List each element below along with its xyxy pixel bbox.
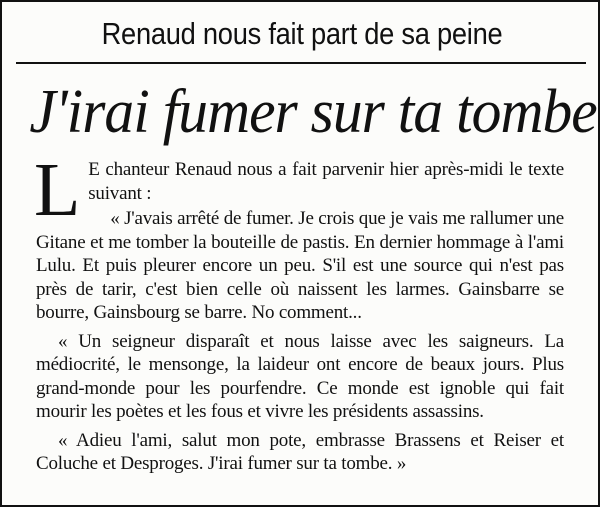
drop-cap: L (34, 148, 81, 232)
article-kicker: Renaud nous fait part de sa peine (101, 16, 503, 51)
article-headline: J'irai fumer sur ta tombe (29, 78, 597, 146)
intro-text: E chanteur Renaud nous a fait parvenir hier après-midi le texte suivant : (88, 159, 564, 204)
paragraph-2: « Un seigneur disparaît et nous laisse avec les saigneurs. La médiocrité, le mensonge, la laideur ont encore de beaux jours. Plus grand-monde pour les pourfendre. Ce monde est ignoble qui fait mourir les poètes et les fous et vivre les présidents assassins. (36, 330, 564, 422)
kicker-rule (16, 62, 586, 64)
paragraph-3: « Adieu l'ami, salut mon pote, embrasse Brassens et Reiser et Coluche et Desproges. J'irai fumer sur ta tombe. » (36, 429, 564, 474)
paragraph-1: « J'avais arrêté de fumer. Je crois que je vais me rallumer une Gitane et me tomber la bouteille de pastis. En dernier hommage à l'ami Lulu. Et puis pleurer encore un peu. S'il est une source qui n'est pas près de tarir, c'est bien celle où naissent les larmes. Gainsbarre se bourre, Gainsbourg se barre. No comment... (36, 208, 564, 323)
article-intro (34, 148, 564, 232)
article-body (34, 148, 564, 481)
